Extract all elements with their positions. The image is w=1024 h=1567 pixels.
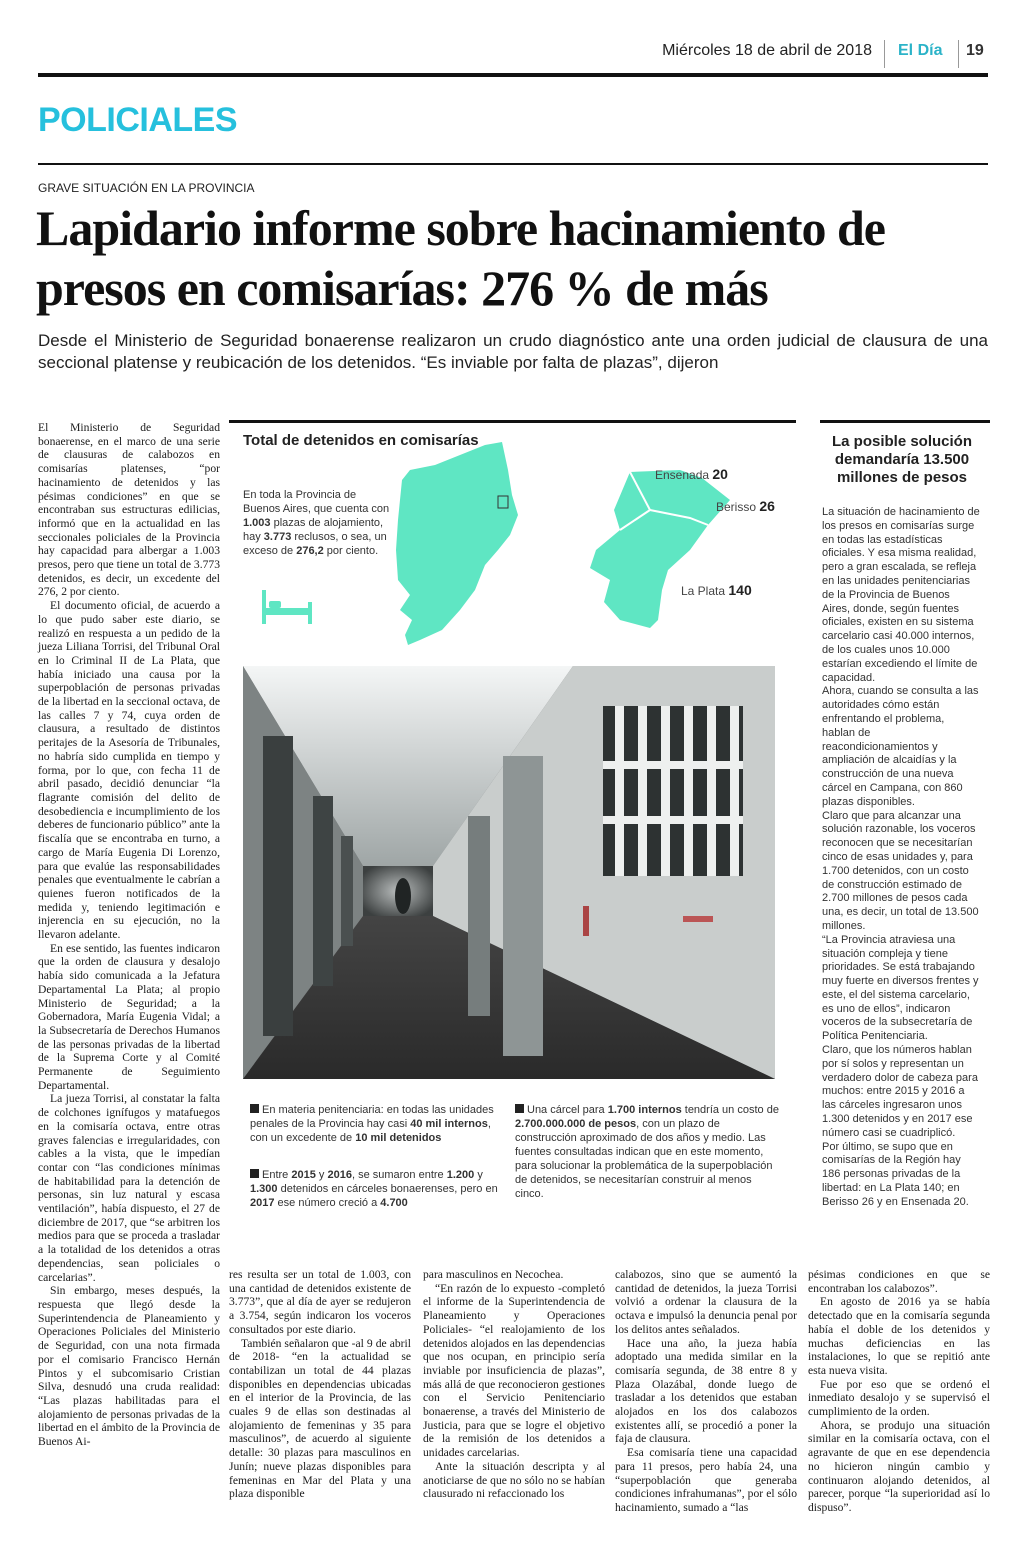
body-paragraph: Ahora, se produjo una situación similar en la comisaría octava, con el agravante de que en ese dependencia no hicieron ningún cambio y continuaron alojando detenidos, al parecer, porque “la superioridad así lo dispuso”. [808, 1418, 990, 1514]
body-paragraph: En agosto de 2016 ya se había detectado que en la comisaría segunda había el doble de los detenidos y muchas deficiencias en las instalaciones, lo que se repitió ante esta nueva visita. [808, 1295, 990, 1377]
sidebar-paragraph: “La Provincia atraviesa una situación compleja y tiene prioridades. Se está trabajando muy fuerte en diversos frentes y este, el del sistema carcelario, es uno de ellos”, indicaron voceros de la subsecretaría de Política Penitenciaria. [822, 933, 979, 1043]
body-column-5 [808, 1268, 990, 1515]
header-divider [958, 40, 959, 68]
bullet-square-icon [515, 1104, 524, 1113]
place-label-berisso: Berisso 26 [716, 498, 775, 514]
sidebar-paragraph: Claro que para alcanzar una solución razonable, los voceros reconocen que se necesitarían cinco de esas unidades y, para 1.700 detenidos, con un costo de construcción estimado de 2.700 millones de pesos cada una, es decir, un total de 13.500 millones. [822, 809, 979, 932]
headline: Lapidario informe sobre hacinamiento de presos en comisarías: 276 % de más [36, 200, 885, 316]
body-paragraph: Sin embargo, meses después, la respuesta que llegó desde la Superintendencia de Planeamiento y Operaciones Policiales del Ministerio de Seguridad, con una nota firmada por el comisario Francisco Hernán Pintos y el subcomisario Cristian Silva, desnudó una cruda realidad: “Las plazas habilitadas para el alojamiento de personas privadas de la libertad en el ámbito de la Provincia de Buenos Ai- [38, 1284, 220, 1449]
body-paragraph: calabozos, sino que se aumentó la cantidad de detenidos, la jueza Torrisi volvió a ordenar la clausura de la octava e impulsó la denuncia penal por los delitos antes señalados. [615, 1268, 797, 1336]
sidebar-paragraph: Claro, que los números hablan por sí solos y representan un verdadero dolor de cabeza para muchos: entre 2015 y 2016 a las cárceles ingresaron unos 1.300 detenidos y en 2017 ese número casi se cuadriplicó. [822, 1044, 978, 1139]
body-paragraph: La jueza Torrisi, al constatar la falta de colchones ignífugos y matafuegos en la comisaría octava, entre otras graves falencias e irregularidades, con cables a la vista, que le impedían contar con “las condiciones mínimas de habitabilidad para la detención de personas, sin luz natural y escasa ventilación”, había dispuesto, el 27 de diciembre de 2017, que “se arbitren los medios para que se proceda a trasladar a la totalidad de los detenidos a otras dependencias, sean policiales o carcelarias”. [38, 1092, 220, 1284]
section-title: POLICIALES [38, 101, 238, 139]
body-column-2 [229, 1268, 411, 1501]
body-column-3 [423, 1268, 605, 1501]
body-paragraph: El Ministerio de Seguridad bonaerense, en el marco de una serie de clausuras de calabozos en comisarías platenses, “por hacinamiento de detenidos y las pésimas condiciones” en que se encontraban sus estructuras edilicias, informó que en la actualidad en las seccionales policiales de la Provincia hay capacidad para albergar a 1.003 presos, pero que tiene un total de 3.773 detenidos, es decir, un excedente del 276, 2 por ciento. [38, 421, 220, 599]
infographic-rule [229, 420, 796, 423]
sidebar-paragraph: Ahora, cuando se consulta a las autoridades cómo están enfrentando el problema, hablan de reacondicionamientos y ampliación de alcaidías y la construcción de una nueva cárcel en Campana, con 860 plazas disponibles. [822, 685, 979, 808]
body-paragraph: Ante la situación descripta y al anoticiarse de que no sólo no se habían clausurado ni refaccionado los [423, 1459, 605, 1501]
sidebar-text [822, 506, 980, 1210]
caption-penitentiary: En materia penitenciaria: en todas las unidades penales de la Provincia hay casi 40 mil internos, con un excedente de 10 mil detenidos [250, 1104, 494, 1144]
sidebar-paragraph: Por último, se supo que en comisarías de la Región hay 186 personas privadas de la libertad: en La Plata 140; en Berisso 26 y en Ensenada 20. [822, 1140, 969, 1208]
body-paragraph: El documento oficial, de acuerdo a lo que pudo saber este diario, se realizó en respuesta a un pedido de la jueza Liliana Torrisi, del Tribunal Oral en lo Criminal II de La Plata, que había iniciado una causa por la superpoblación de personas privadas de la libertad en la seccional octava, de las calles 7 y 74, cuya orden de clausura, a resultado de distintos peritajes de la Asesoría de Tribunales, no habría sido cumplida en tiempo y forma, por lo que, con fecha 11 de abril pasado, decidió denunciar “la flagrante comisión del delito de desobediencia e incumplimiento de los deberes de funcionario público” ante la fiscalía que se encontraba en turno, a cargo de María Eugenia Di Lorenzo, para que evalúe las responsabilidades penales que eventualmente le cabrían a quienes fueron notificados de la medida y, teniendo legitimación e injerencia en su ejecución, no la llevaron adelante. [38, 599, 220, 942]
section-rule [38, 163, 988, 165]
body-column-4 [615, 1268, 797, 1515]
body-paragraph: También señalaron que -al 9 de abril de 2018- “en la actualidad se contabilizan un total de 44 plazas disponibles en dependencias ubicadas en el interior de la Provincia, de las cuales 9 de ellas son destinadas al alojamiento de femeninas y 35 para masculinos”, de acuerdo al siguiente detalle: 30 plazas para masculinos en Junín; nueve plazas disponibles para femeninas en Mar del Plata y una plaza disponible [229, 1336, 411, 1501]
bed-icon [258, 588, 318, 628]
body-paragraph: Fue por eso que se ordenó el inmediato desalojo y se supervisó el cumplimiento de la orden. [808, 1377, 990, 1419]
header-rule [38, 73, 988, 77]
sidebar-paragraph: La situación de hacinamiento de los presos en comisarías surge en todas las estadísticas oficiales. Y esa misma realidad, pero a gran escalada, se refleja en las unidades penitenciarias de la Provincia de Buenos Aires, donde, según fuentes oficiales, existen en su sistema carcelario casi 40.000 internos, de los cuales unos 10.000 estarían excediendo el límite de capacidad. [822, 506, 980, 684]
body-paragraph: res resulta ser un total de 1.003, con una cantidad de detenidos existente de 3.773”, que al día de ayer se redujeron a 3.754, según indicaron los voceros consultados por este diario. [229, 1268, 411, 1336]
caption-new-prison-cost: Una cárcel para 1.700 internos tendría un costo de 2.700.000.000 de pesos, con un plazo de construcción aproximado de dos años y medio. Las fuentes consultadas indican que en este momento, para solucionar la problemática de la superpoblación de detenidos, se necesitarían construir al menos cinco. [515, 1104, 779, 1200]
place-label-ensenada: Ensenada 20 [655, 466, 728, 482]
bullet-square-icon [250, 1169, 259, 1178]
sidebar-title: La posible solución demandaría 13.500 millones de pesos [831, 433, 973, 486]
infographic-description: En toda la Provincia de Buenos Aires, que cuenta con 1.003 plazas de alojamiento, hay 3.773 reclusos, o sea, un exceso de 276,2 por ciento. [243, 489, 390, 557]
kicker: GRAVE SITUACIÓN EN LA PROVINCIA [38, 181, 255, 195]
body-paragraph: Hace una año, la jueza había adoptado una medida similar en la comisaría segunda, de 38 entre 8 y Plaza Olazábal, donde luego de trasladar a los detenidos que estaban alojados en los dos calabozos existentes allí, se procedió a poner la faja de clausura. [615, 1336, 797, 1446]
place-label-la-plata: La Plata 140 [681, 582, 752, 598]
bullet-square-icon [250, 1104, 259, 1113]
newspaper-logo: El Día [898, 42, 943, 59]
page-number: 19 [966, 42, 984, 59]
header-divider [884, 40, 885, 68]
body-paragraph: En ese sentido, las fuentes indicaron que la orden de clausura y desalojo había sido comunicada a la Jefatura Departamental La Plata; al propio Ministerio de Seguridad; a la Gobernadora, María Eugenia Vidal; a la Subsecretaría de Derechos Humanos de las personas privadas de la libertad de la Suprema Corte y al Comité Permanente de Seguimiento Departamental. [38, 941, 220, 1092]
body-column-1 [38, 421, 220, 1449]
issue-date: Miércoles 18 de abril de 2018 [662, 42, 872, 59]
body-paragraph: Esa comisaría tiene una capacidad para 11 presos, pero había 24, una “superpoblación que generaba condiciones infrahumanas”, por el sólo hacinamiento, sumado a “las [615, 1446, 797, 1514]
deck: Desde el Ministerio de Seguridad bonaerense realizaron un crudo diagnóstico ante una orden judicial de clausura de una seccional platense y reubicación de los detenidos. “Es inviable por falta de plazas”, dijeron [38, 331, 988, 372]
sidebar-rule [820, 420, 990, 423]
body-paragraph: “En razón de lo expuesto -completó el informe de la Superintendencia de Planeamiento y Operaciones Policiales- “el realojamiento de los detenidos alojados en las dependencias que nos ocupan, en principio sería inviable por insuficiencia de plazas”, más allá de que reconocieron gestiones con el Servicio Penitenciario bonaerense, a través del Ministerio de Justicia, para que se logre el objetivo de la remisión de los detenidos a unidades carcelarias. [423, 1281, 605, 1460]
region-map [590, 470, 770, 630]
caption-detainees-growth: Entre 2015 y 2016, se sumaron entre 1.200 y 1.300 detenidos en cárceles bonaerenses, pero en 2017 ese número creció a 4.700 [250, 1169, 498, 1209]
body-paragraph: pésimas condiciones en que se encontraban los calabozos”. [808, 1268, 990, 1295]
province-map [390, 440, 540, 655]
infographic-title: Total de detenidos en comisarías [243, 432, 479, 449]
jail-corridor-photo [243, 666, 775, 1079]
body-paragraph: para masculinos en Necochea. [423, 1268, 564, 1281]
